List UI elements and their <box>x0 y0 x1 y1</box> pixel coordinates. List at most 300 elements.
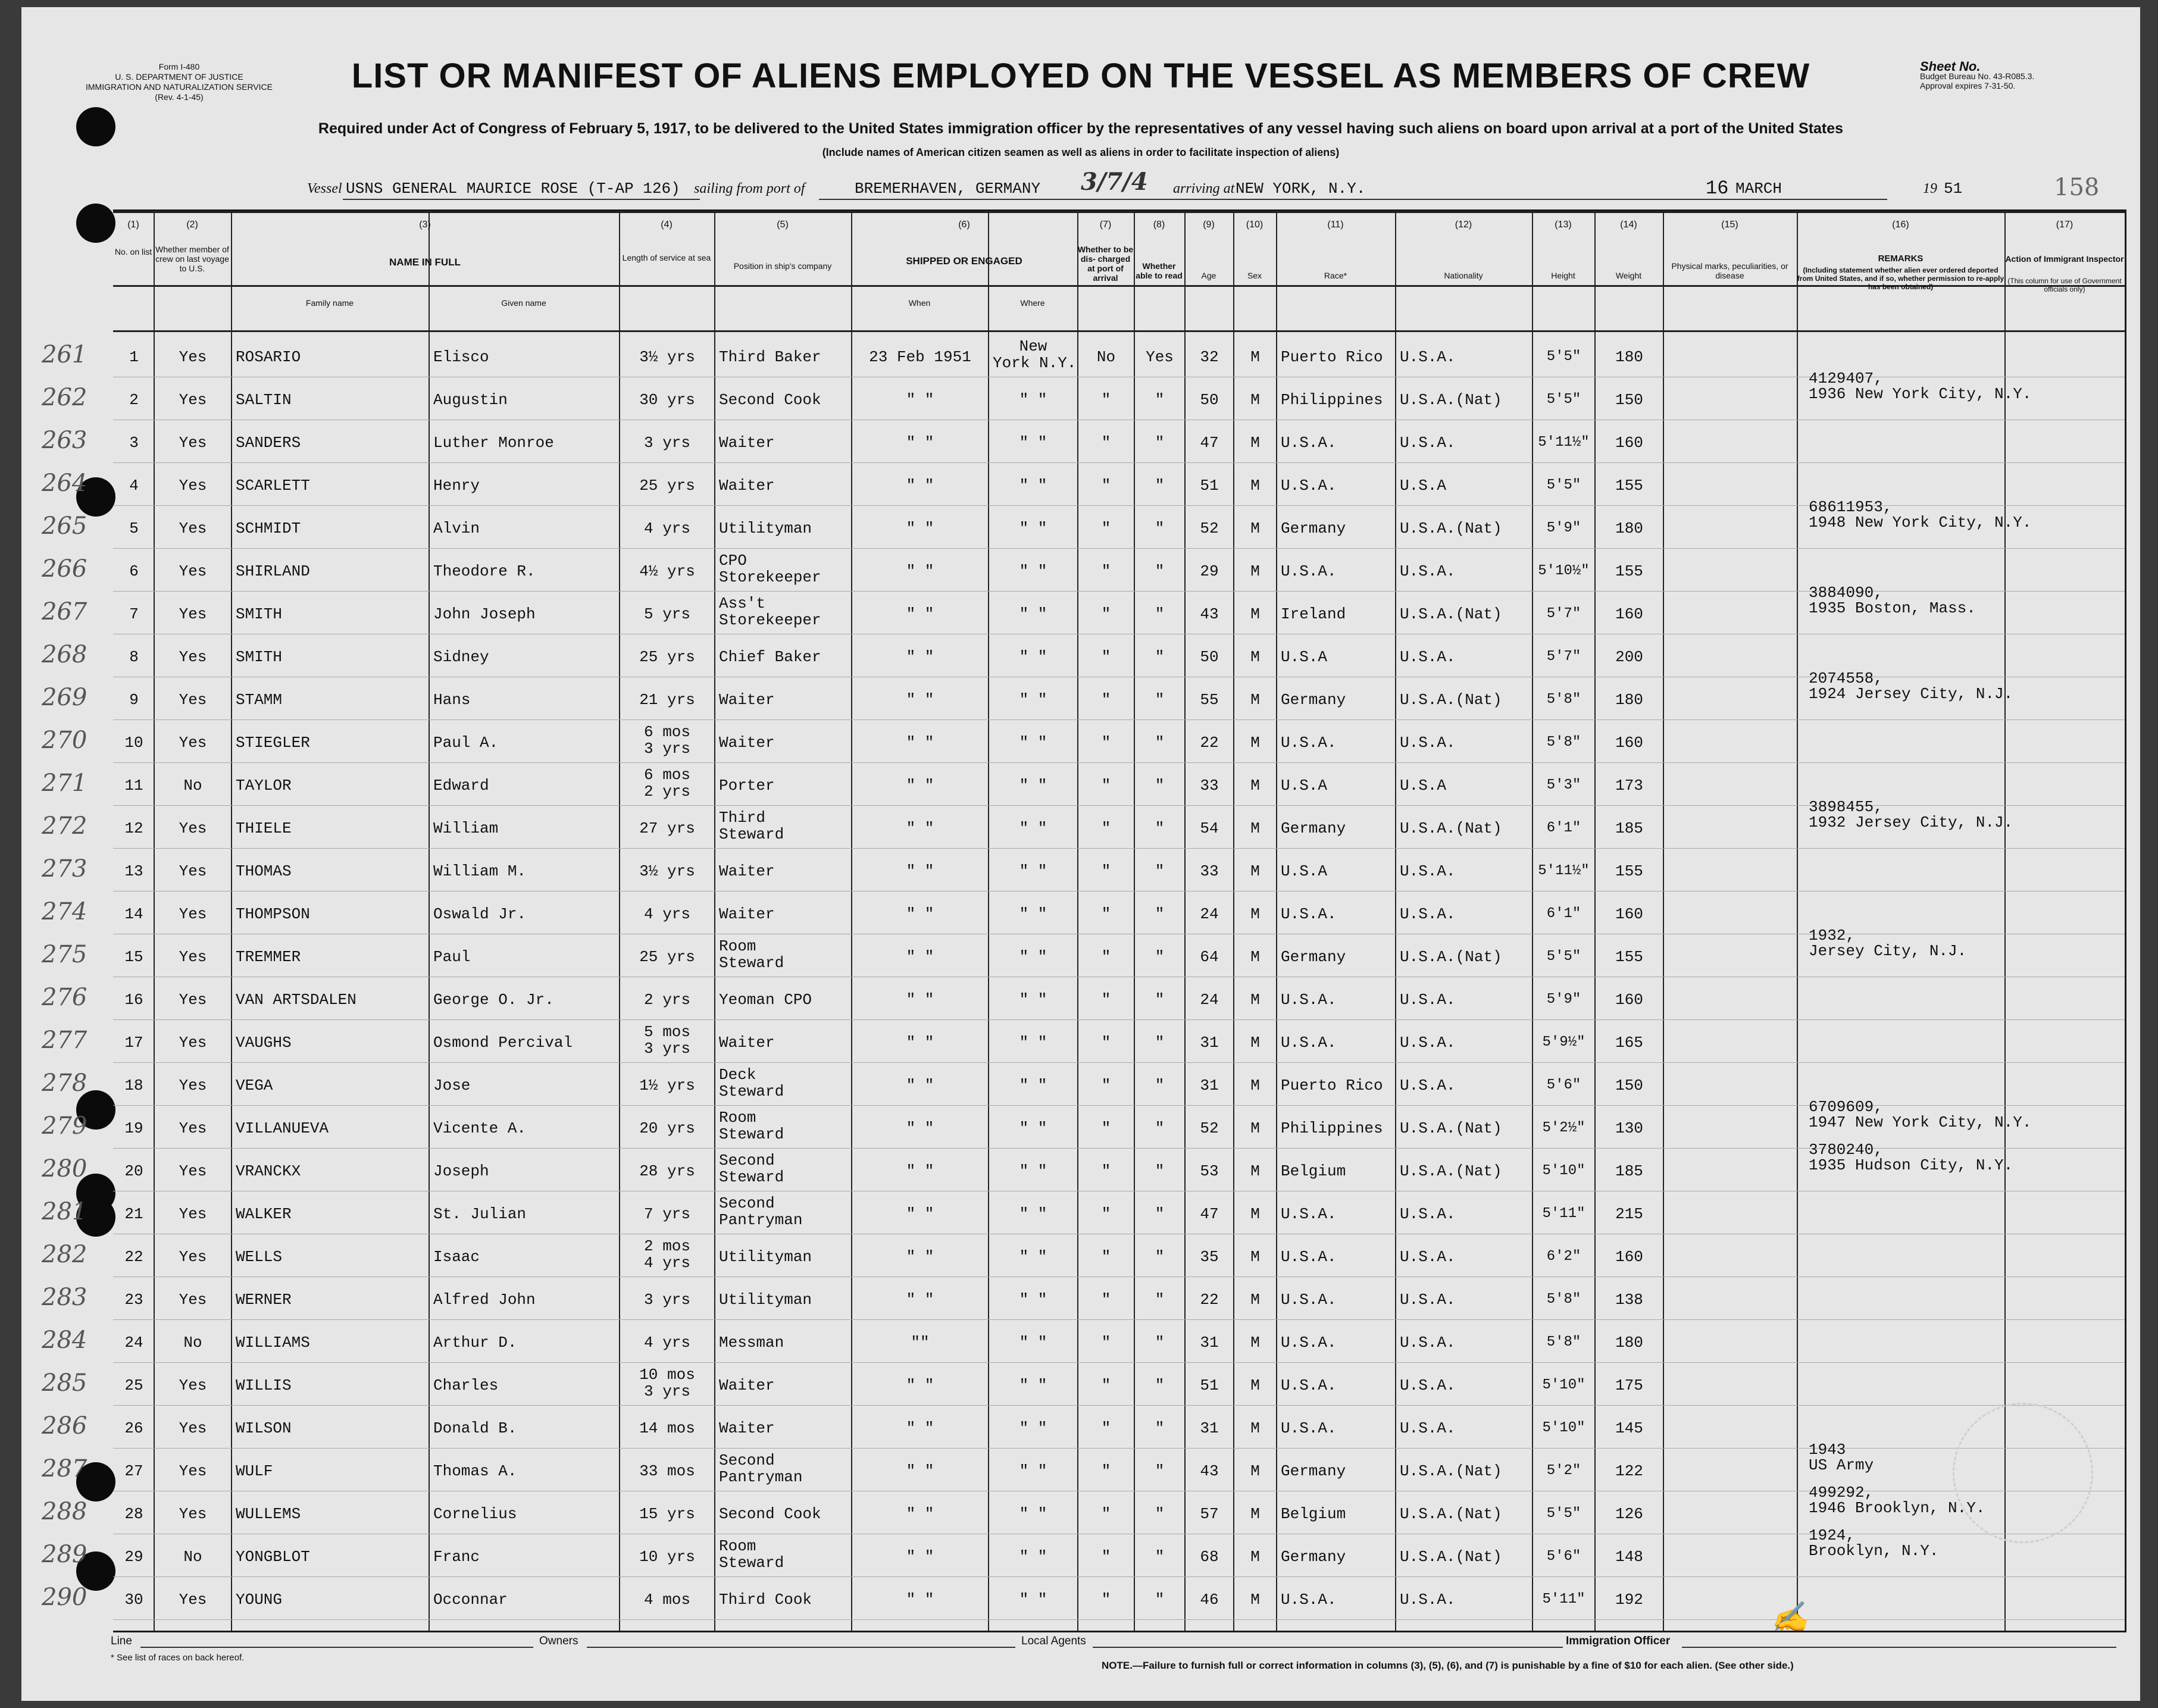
stamped-sequence-number: 286 <box>42 1412 87 1440</box>
cell-given: Hans <box>433 691 471 709</box>
arrival-month: MARCH <box>1735 180 1782 198</box>
cell-family: SCARLETT <box>236 477 310 495</box>
cell-age: 31 <box>1200 1419 1219 1437</box>
cell-family: WILLIS <box>236 1377 292 1394</box>
cell-age: 32 <box>1200 348 1219 366</box>
cell-ht: 5'2" <box>1546 1463 1581 1479</box>
row-divider <box>113 1062 2125 1063</box>
cell-when: " " <box>906 1591 934 1609</box>
service: IMMIGRATION AND NATURALIZATION SERVICE <box>86 82 273 92</box>
column-divider <box>1663 211 1664 1631</box>
cell-wt: 150 <box>1615 391 1643 409</box>
cell-family: SANDERS <box>236 434 301 452</box>
cell-sex: M <box>1250 1205 1260 1223</box>
cell-when: " " <box>906 1248 934 1266</box>
cell-remarks-line2: US Army <box>1809 1456 1874 1474</box>
cell-sex: M <box>1250 1034 1260 1052</box>
cell-wt: 165 <box>1615 1034 1643 1052</box>
cell-race: U.S.A. <box>1281 1205 1337 1223</box>
stamped-sequence-number: 280 <box>42 1155 87 1183</box>
cell-race: Puerto Rico <box>1281 1077 1383 1094</box>
cell-pos: Messman <box>719 1334 784 1352</box>
column-divider <box>1276 211 1277 1631</box>
cell-len: 33 mos <box>639 1462 695 1480</box>
cell-age: 43 <box>1200 1462 1219 1480</box>
stamped-sequence-number: 287 <box>42 1455 87 1482</box>
cell-yes: Yes <box>179 691 207 709</box>
row-divider <box>113 848 2125 849</box>
cell-sex: M <box>1250 1077 1260 1094</box>
cell-read: " <box>1155 1419 1165 1437</box>
header-race: Race* <box>1324 271 1347 280</box>
arrival-day: 16 <box>1706 177 1729 199</box>
cell-pos-line1: Deck <box>719 1066 756 1084</box>
cell-pos-line2: Steward <box>719 825 784 843</box>
cell-yes: Yes <box>179 520 207 537</box>
cell-no: 19 <box>124 1119 143 1137</box>
cell-no: 30 <box>124 1591 143 1609</box>
cell-race: U.S.A. <box>1281 562 1337 580</box>
cell-when: " " <box>906 777 934 794</box>
cell-given: Augustin <box>433 391 508 409</box>
cell-len: 25 yrs <box>639 648 695 666</box>
cell-race: Belgium <box>1281 1505 1346 1523</box>
cell-nat: U.S.A.(Nat) <box>1400 1462 1502 1480</box>
cell-when: " " <box>906 1419 934 1437</box>
cell-yes: No <box>183 1548 202 1566</box>
cell-wt: 192 <box>1615 1591 1643 1609</box>
cell-wt: 180 <box>1615 520 1643 537</box>
cell-race: U.S.A. <box>1281 1419 1337 1437</box>
cell-yes: Yes <box>179 562 207 580</box>
stamped-sequence-number: 269 <box>42 684 87 711</box>
column-divider <box>1077 211 1078 1631</box>
cell-read: " <box>1155 562 1165 580</box>
stamped-sequence-number: 288 <box>42 1498 87 1525</box>
cell-pos: Waiter <box>719 1377 775 1394</box>
cell-age: 22 <box>1200 734 1219 752</box>
cell-when: " " <box>906 1505 934 1523</box>
cell-no: 15 <box>124 948 143 966</box>
cell-remarks-line1: 2074558, <box>1809 670 1883 687</box>
cell-family: WULF <box>236 1462 273 1480</box>
cell-ht: 6'1" <box>1546 906 1581 922</box>
cell-wt: 122 <box>1615 1462 1643 1480</box>
cell-given: Elisco <box>433 348 489 366</box>
cell-dis: " <box>1101 1548 1111 1566</box>
cell-race: U.S.A <box>1281 862 1328 880</box>
cell-when: " " <box>906 1119 934 1137</box>
cell-race: U.S.A. <box>1281 434 1337 452</box>
cell-dis: " <box>1101 1119 1111 1137</box>
cell-no: 8 <box>129 648 139 666</box>
year-suffix: 51 <box>1944 180 1963 198</box>
cell-pos: Second Cook <box>719 1505 821 1523</box>
cell-age: 46 <box>1200 1591 1219 1609</box>
column-divider <box>1134 211 1135 1631</box>
cell-yes: Yes <box>179 434 207 452</box>
cell-given: Franc <box>433 1548 480 1566</box>
cell-wt: 160 <box>1615 905 1643 923</box>
cell-race: U.S.A. <box>1281 1034 1337 1052</box>
cell-where: " " <box>1019 1548 1047 1566</box>
cell-len: 4 yrs <box>643 520 690 537</box>
cell-remarks-line2: 1947 New York City, N.Y. <box>1809 1113 2032 1131</box>
header-name-in-full: NAME IN FULL <box>389 256 461 268</box>
column-number: (8) <box>1153 220 1165 230</box>
cell-read: " <box>1155 1462 1165 1480</box>
cell-pos-line2: Storekeeper <box>719 568 821 586</box>
column-number: (3) <box>419 220 431 230</box>
cell-remarks-line1: 499292, <box>1809 1484 1874 1501</box>
cell-when: " " <box>906 520 934 537</box>
column-divider <box>1797 211 1798 1631</box>
cell-sex: M <box>1250 348 1260 366</box>
subnote: (Include names of American citizen seamen as well as aliens in order to facilitate inspection of aliens) <box>822 146 1340 158</box>
cell-ht: 5'5" <box>1546 949 1581 965</box>
cell-nat: U.S.A. <box>1400 1591 1456 1609</box>
revision: (Rev. 4-1-45) <box>155 92 204 102</box>
cell-race: Ireland <box>1281 605 1346 623</box>
cell-len: 4½ yrs <box>639 562 695 580</box>
stamped-sequence-number: 270 <box>42 727 87 754</box>
cell-yes: Yes <box>179 1205 207 1223</box>
stamped-sequence-number: 289 <box>42 1541 87 1568</box>
cell-dis: " <box>1101 477 1111 495</box>
row-divider <box>113 1576 2125 1577</box>
cell-family: VILLANUEVA <box>236 1119 329 1137</box>
cell-pos: Third Baker <box>719 348 821 366</box>
cell-where: " " <box>1019 1505 1047 1523</box>
cell-dis: " <box>1101 862 1111 880</box>
cell-race: Germany <box>1281 1462 1346 1480</box>
cell-read: " <box>1155 1034 1165 1052</box>
cell-ht: 5'9" <box>1546 520 1581 536</box>
cell-dis: " <box>1101 948 1111 966</box>
cell-wt: 180 <box>1615 1334 1643 1352</box>
cell-no: 25 <box>124 1377 143 1394</box>
cell-no: 7 <box>129 605 139 623</box>
cell-dis: " <box>1101 1591 1111 1609</box>
cell-pos-line1: Second <box>719 1152 775 1169</box>
header-age: Age <box>1201 271 1216 280</box>
cell-wt: 200 <box>1615 648 1643 666</box>
cell-when: " " <box>906 691 934 709</box>
cell-len: 3½ yrs <box>639 862 695 880</box>
column-number: (17) <box>2056 220 2073 230</box>
cell-remarks-line2: 1948 New York City, N.Y. <box>1809 514 2032 531</box>
cell-yes: Yes <box>179 819 207 837</box>
cell-sex: M <box>1250 1334 1260 1352</box>
cell-where: " " <box>1019 1205 1047 1223</box>
cell-wt: 160 <box>1615 1248 1643 1266</box>
cell-remarks-line2: 1935 Boston, Mass. <box>1809 599 1976 617</box>
cell-remarks-line1: 1943 <box>1809 1441 1846 1459</box>
cell-age: 31 <box>1200 1077 1219 1094</box>
cell-pos-line2: Steward <box>719 1125 784 1143</box>
cell-where: " " <box>1019 477 1047 495</box>
cell-given: John Joseph <box>433 605 536 623</box>
cell-family: WILLIAMS <box>236 1334 310 1352</box>
cell-sex: M <box>1250 520 1260 537</box>
cell-len: 5 yrs <box>643 605 690 623</box>
cell-ht: 5'11½" <box>1538 434 1590 451</box>
cell-dis: " <box>1101 648 1111 666</box>
cell-nat: U.S.A. <box>1400 905 1456 923</box>
page-title: LIST OR MANIFEST OF ALIENS EMPLOYED ON THE VESSEL AS MEMBERS OF CREW <box>351 57 1810 95</box>
cell-no: 22 <box>124 1248 143 1266</box>
cell-given: Oswald Jr. <box>433 905 527 923</box>
header-member-last-voyage: Whether member of crew on last voyage to U.S. <box>155 245 229 273</box>
cell-remarks-line2: Brooklyn, N.Y. <box>1809 1542 1939 1560</box>
cell-given: Paul A. <box>433 734 499 752</box>
cell-yes: Yes <box>179 1162 207 1180</box>
cell-read: " <box>1155 520 1165 537</box>
cell-pos-line2: Storekeeper <box>719 611 821 629</box>
cell-nat: U.S.A. <box>1400 991 1456 1009</box>
cell-when: " " <box>906 948 934 966</box>
cell-where: " " <box>1019 562 1047 580</box>
cell-sex: M <box>1250 691 1260 709</box>
cell-nat: U.S.A.(Nat) <box>1400 1505 1502 1523</box>
cell-len: 3½ yrs <box>639 348 695 366</box>
cell-given: Luther Monroe <box>433 434 554 452</box>
cell-no: 23 <box>124 1291 143 1309</box>
cell-given: Theodore R. <box>433 562 536 580</box>
cell-given: Vicente A. <box>433 1119 527 1137</box>
cell-ht: 5'11½" <box>1538 863 1590 879</box>
cell-when: " " <box>906 991 934 1009</box>
cell-dis: " <box>1101 1419 1111 1437</box>
cell-ht: 5'5" <box>1546 1506 1581 1522</box>
cell-len: 30 yrs <box>639 391 695 409</box>
cell-yes: Yes <box>179 1248 207 1266</box>
cell-race: Germany <box>1281 691 1346 709</box>
cell-nat: U.S.A.(Nat) <box>1400 1119 1502 1137</box>
cell-len-line1: 5 mos <box>643 1023 690 1041</box>
cell-pos: Waiter <box>719 434 775 452</box>
cell-age: 33 <box>1200 862 1219 880</box>
cell-given: Donald B. <box>433 1419 517 1437</box>
cell-pos-line2: Steward <box>719 954 784 972</box>
subtitle: Required under Act of Congress of February 5, 1917, to be delivered to the United States immigration officer by the representatives of any vessel having such aliens on board upon arrival at a port of the United States <box>318 120 1844 137</box>
stamped-sequence-number: 268 <box>42 641 87 668</box>
cell-when: " " <box>906 1291 934 1309</box>
cell-pos-line2: Steward <box>719 1168 784 1186</box>
cell-where: " " <box>1019 1291 1047 1309</box>
column-number: (12) <box>1455 220 1472 230</box>
stamped-sequence-number: 261 <box>42 341 87 368</box>
cell-read: " <box>1155 819 1165 837</box>
cell-ht: 5'3" <box>1546 777 1581 793</box>
cell-age: 51 <box>1200 1377 1219 1394</box>
cell-age: 50 <box>1200 391 1219 409</box>
cell-yes: Yes <box>179 1462 207 1480</box>
cell-where: " " <box>1019 1334 1047 1352</box>
cell-read: " <box>1155 1248 1165 1266</box>
column-number: (14) <box>1620 220 1637 230</box>
column-divider <box>1233 211 1234 1631</box>
cell-len-line1: 10 mos <box>639 1366 695 1384</box>
cell-read: " <box>1155 477 1165 495</box>
cell-ht: 5'5" <box>1546 349 1581 365</box>
arrival-port: NEW YORK, N.Y. <box>1236 180 1366 198</box>
cell-family: TREMMER <box>236 948 301 966</box>
officer-signature: ✍ <box>1771 1599 1809 1634</box>
cell-where: " " <box>1019 1419 1047 1437</box>
cell-yes: No <box>183 1334 202 1352</box>
cell-age: 52 <box>1200 520 1219 537</box>
cell-family: ROSARIO <box>236 348 301 366</box>
cell-when: 23 Feb 1951 <box>869 348 971 366</box>
cell-when: " " <box>906 1548 934 1566</box>
cell-nat: U.S.A. <box>1400 1034 1456 1052</box>
cell-no: 2 <box>129 391 139 409</box>
cell-len-line2: 3 yrs <box>643 1382 690 1400</box>
cell-yes: Yes <box>179 991 207 1009</box>
cell-wt: 160 <box>1615 605 1643 623</box>
cell-read: " <box>1155 691 1165 709</box>
cell-family: WERNER <box>236 1291 292 1309</box>
cell-wt: 185 <box>1615 819 1643 837</box>
cell-given: Occonnar <box>433 1591 508 1609</box>
cell-dis: " <box>1101 434 1111 452</box>
cell-len-line1: 6 mos <box>643 723 690 741</box>
header-where: Where <box>1020 298 1045 308</box>
cell-family: VAN ARTSDALEN <box>236 991 356 1009</box>
cell-dis: " <box>1101 391 1111 409</box>
cell-yes: Yes <box>179 477 207 495</box>
stamped-sequence-number: 267 <box>42 598 87 625</box>
page-stamp-number: 158 <box>2054 174 2100 201</box>
cell-pos: Yeoman CPO <box>719 991 812 1009</box>
cell-nat: U.S.A <box>1400 477 1447 495</box>
cell-read: Yes <box>1146 348 1174 366</box>
cell-dis: " <box>1101 562 1111 580</box>
cell-ht: 5'10" <box>1542 1163 1585 1179</box>
cell-len: 20 yrs <box>639 1119 695 1137</box>
cell-no: 10 <box>124 734 143 752</box>
cell-remarks-line1: 68611953, <box>1809 498 1893 516</box>
cell-when: " " <box>906 477 934 495</box>
cell-pos: Waiter <box>719 905 775 923</box>
cell-wt: 160 <box>1615 991 1643 1009</box>
stamped-sequence-number: 265 <box>42 512 87 540</box>
cell-ht: 5'7" <box>1546 606 1581 622</box>
cell-len: 4 mos <box>643 1591 690 1609</box>
footer-line-label: Line <box>111 1635 132 1647</box>
cell-wt: 185 <box>1615 1162 1643 1180</box>
stamped-sequence-number: 276 <box>42 984 87 1011</box>
cell-family: THOMAS <box>236 862 292 880</box>
cell-dis: " <box>1101 1334 1111 1352</box>
stamped-sequence-number: 285 <box>42 1369 87 1397</box>
cell-when: " " <box>906 819 934 837</box>
cell-where: " " <box>1019 905 1047 923</box>
header-given-name: Given name <box>501 298 546 308</box>
cell-dis: " <box>1101 1462 1111 1480</box>
cell-len-line2: 3 yrs <box>643 1040 690 1058</box>
cell-no: 28 <box>124 1505 143 1523</box>
cell-len-line1: 6 mos <box>643 766 690 784</box>
cell-given: Isaac <box>433 1248 480 1266</box>
cell-race: U.S.A <box>1281 777 1328 794</box>
cell-remarks-line1: 1924, <box>1809 1526 1856 1544</box>
row-divider <box>113 1019 2125 1020</box>
cell-wt: 155 <box>1615 862 1643 880</box>
cell-race: Belgium <box>1281 1162 1346 1180</box>
cell-nat: U.S.A.(Nat) <box>1400 520 1502 537</box>
arriving-label: arriving at <box>1173 181 1235 196</box>
cell-family: THOMPSON <box>236 905 310 923</box>
cell-no: 5 <box>129 520 139 537</box>
stamped-sequence-number: 263 <box>42 427 87 454</box>
cell-ht: 5'8" <box>1546 692 1581 708</box>
cell-nat: U.S.A. <box>1400 1248 1456 1266</box>
cell-no: 26 <box>124 1419 143 1437</box>
cell-read: " <box>1155 1077 1165 1094</box>
cell-nat: U.S.A.(Nat) <box>1400 391 1502 409</box>
stamped-sequence-number: 278 <box>42 1069 87 1097</box>
cell-nat: U.S.A. <box>1400 562 1456 580</box>
cell-yes: Yes <box>179 605 207 623</box>
cell-race: Germany <box>1281 520 1346 537</box>
cell-dis: " <box>1101 991 1111 1009</box>
stamped-sequence-number: 277 <box>42 1027 87 1054</box>
cell-dis: " <box>1101 605 1111 623</box>
cell-sex: M <box>1250 477 1260 495</box>
cell-no: 14 <box>124 905 143 923</box>
header-action-note: (This column for use of Government officials only) <box>2007 277 2122 293</box>
cell-read: " <box>1155 905 1165 923</box>
cell-len: 27 yrs <box>639 819 695 837</box>
cell-sex: M <box>1250 1162 1260 1180</box>
cell-pos-line1: Third <box>719 809 766 827</box>
cell-no: 9 <box>129 691 139 709</box>
cell-where-line2: York N.Y. <box>993 354 1077 372</box>
cell-yes: Yes <box>179 1591 207 1609</box>
cell-yes: Yes <box>179 1505 207 1523</box>
cell-given: William M. <box>433 862 527 880</box>
sheet-number-block <box>1920 59 2110 90</box>
cell-yes: Yes <box>179 734 207 752</box>
cell-ht: 5'8" <box>1546 1291 1581 1307</box>
budget-bureau: Budget Bureau No. 43-R085.3. <box>1920 71 2035 81</box>
cell-ht: 5'8" <box>1546 734 1581 750</box>
cell-remarks-line2: 1932 Jersey City, N.J. <box>1809 814 2013 831</box>
cell-wt: 126 <box>1615 1505 1643 1523</box>
cell-given: Joseph <box>433 1162 489 1180</box>
cell-ht: 5'6" <box>1546 1549 1581 1565</box>
cell-nat: U.S.A.(Nat) <box>1400 948 1502 966</box>
cell-nat: U.S.A.(Nat) <box>1400 819 1502 837</box>
cell-race: U.S.A <box>1281 648 1328 666</box>
cell-no: 24 <box>124 1334 143 1352</box>
header-shipped-engaged: SHIPPED OR ENGAGED <box>906 255 1022 267</box>
row-divider <box>113 1619 2125 1620</box>
sheet-label: Sheet No. <box>1920 59 1981 74</box>
cell-race: Philippines <box>1281 1119 1383 1137</box>
header-family-name: Family name <box>305 298 354 308</box>
column-divider <box>154 211 155 1631</box>
cell-remarks-line2: 1924 Jersey City, N.J. <box>1809 685 2013 703</box>
cell-dis: " <box>1101 734 1111 752</box>
cell-no: 13 <box>124 862 143 880</box>
cell-pos-line1: Room <box>719 1537 756 1555</box>
cell-sex: M <box>1250 1462 1260 1480</box>
column-number: (15) <box>1721 220 1738 230</box>
header-no-on-list: No. on list <box>114 247 152 256</box>
